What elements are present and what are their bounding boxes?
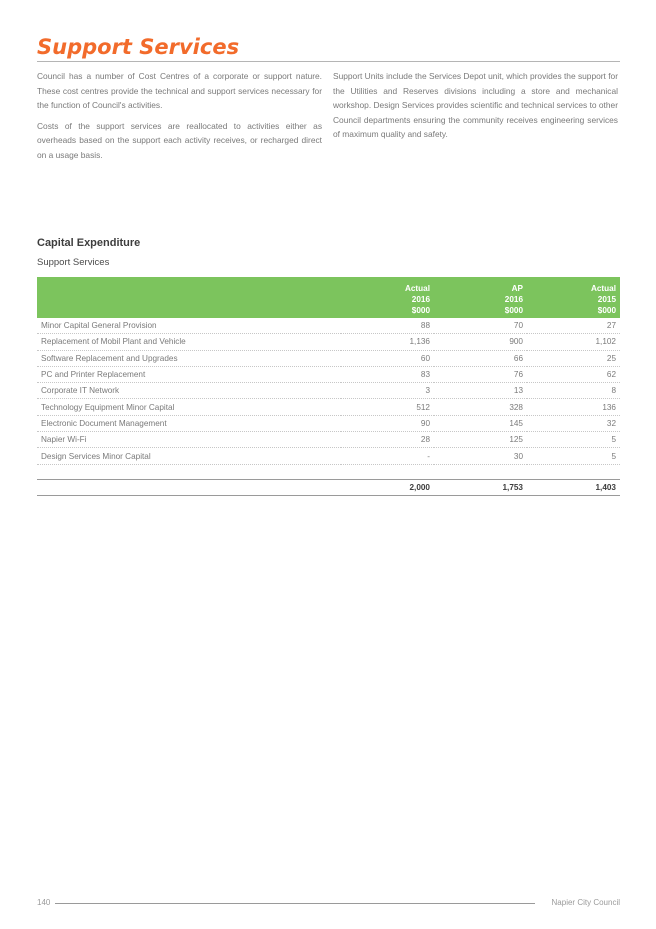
row-label: Electronic Document Management [37, 415, 341, 431]
capital-expenditure-heading: Capital Expenditure [37, 237, 141, 249]
row-actual-2016: 28 [341, 432, 434, 448]
footer-divider [55, 903, 535, 904]
row-label: Corporate IT Network [37, 383, 341, 399]
table-row [37, 366, 620, 382]
row-actual-2015: 5 [527, 448, 620, 464]
row-actual-2016: 3 [341, 383, 434, 399]
header-actual-2016: Actual 2016 $000 [341, 277, 434, 318]
row-actual-2016: 83 [341, 366, 434, 382]
capital-expenditure-table [37, 277, 620, 496]
row-label: Minor Capital General Provision [37, 318, 341, 334]
row-actual-2015: 8 [527, 383, 620, 399]
row-ap-2016: 900 [434, 334, 527, 350]
row-actual-2015: 136 [527, 399, 620, 415]
intro-paragraph: Council has a number of Cost Centres of a corporate or support nature. These cost centres provide the technical and support services necessary for the function of Council's activities. [37, 71, 322, 110]
table-row [37, 432, 620, 448]
row-ap-2016: 66 [434, 350, 527, 366]
row-label: Design Services Minor Capital [37, 448, 341, 464]
intro-paragraph: Costs of the support services are reallocated to activities either as overheads based on the support each activity receives, or recharged direct on a usage basis. [37, 120, 322, 160]
row-actual-2015: 62 [527, 366, 620, 382]
table-spacer-row [37, 464, 620, 479]
header-label-cell [37, 277, 341, 318]
row-actual-2016: 88 [341, 318, 434, 334]
row-ap-2016: 30 [434, 448, 527, 464]
table-row [37, 383, 620, 399]
header-ap-2016: AP 2016 $000 [434, 277, 527, 318]
total-actual-2015: 1,403 [527, 479, 620, 495]
table-header-row [37, 277, 620, 318]
row-label: Replacement of Mobil Plant and Vehicle [37, 334, 341, 350]
row-ap-2016: 13 [434, 383, 527, 399]
row-actual-2016: 512 [341, 399, 434, 415]
header-actual-2015: Actual 2015 $000 [527, 277, 620, 318]
intro-right-column [333, 69, 618, 148]
capital-expenditure-subheading: Support Services [37, 257, 110, 268]
total-actual-2016: 2,000 [341, 479, 434, 495]
row-ap-2016: 328 [434, 399, 527, 415]
table-total-row [37, 479, 620, 495]
row-ap-2016: 145 [434, 415, 527, 431]
row-actual-2015: 32 [527, 415, 620, 431]
total-label-cell [37, 479, 341, 495]
row-label: Technology Equipment Minor Capital [37, 399, 341, 415]
row-ap-2016: 70 [434, 318, 527, 334]
title-divider [37, 61, 620, 62]
row-label: Napier Wi-Fi [37, 432, 341, 448]
row-actual-2016: - [341, 448, 434, 464]
table-row [37, 415, 620, 431]
page-number: 140 [37, 898, 51, 907]
row-actual-2015: 25 [527, 350, 620, 366]
intro-paragraph: Support Units include the Services Depot unit, which provides the support for the Utilities and Reserves divisions including a store and mechanical workshop. Design Services provides scientific and technical services to other Council departments ensuring the community receives engineering services of maximum quality and safety. [333, 71, 618, 139]
table-row [37, 399, 620, 415]
table-row [37, 334, 620, 350]
row-actual-2016: 90 [341, 415, 434, 431]
row-actual-2015: 27 [527, 318, 620, 334]
row-actual-2016: 60 [341, 350, 434, 366]
table-row [37, 448, 620, 464]
table-row [37, 350, 620, 366]
page-title: Support Services [37, 35, 240, 59]
row-ap-2016: 125 [434, 432, 527, 448]
row-actual-2016: 1,136 [341, 334, 434, 350]
row-actual-2015: 1,102 [527, 334, 620, 350]
row-actual-2015: 5 [527, 432, 620, 448]
footer-organization: Napier City Council [551, 898, 620, 907]
table-row [37, 318, 620, 334]
row-ap-2016: 76 [434, 366, 527, 382]
row-label: PC and Printer Replacement [37, 366, 341, 382]
row-label: Software Replacement and Upgrades [37, 350, 341, 366]
total-ap-2016: 1,753 [434, 479, 527, 495]
intro-left-column [37, 69, 322, 168]
